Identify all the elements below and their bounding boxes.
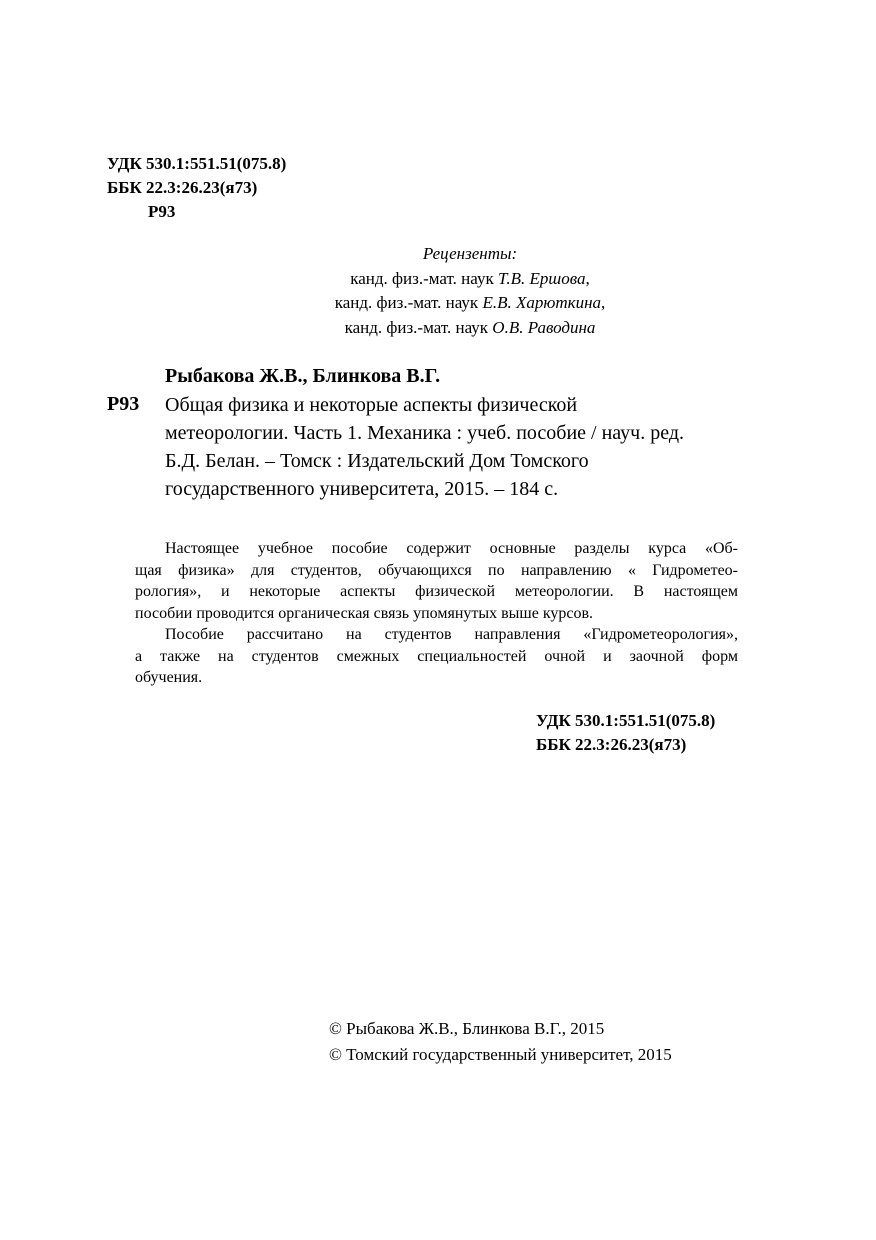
bbk-code: ББК 22.3:26.23(я73) xyxy=(107,178,258,197)
annotation-line: пособии проводится органическая связь упомянутых выше курсов. xyxy=(135,604,594,622)
reviewer-line xyxy=(260,316,680,341)
copyright-line: © Томский государственный университет, 2015 xyxy=(329,1045,672,1064)
reviewer-name: Е.В. Харюткина xyxy=(482,293,602,312)
udk-code: УДК 530.1:551.51(075.8) xyxy=(536,711,716,730)
bibliographic-line: Б.Д. Белан. – Томск : Издательский Дом Томского xyxy=(165,450,589,472)
annotation-line: щая физика» для студентов, обучающихся по направлению « Гидрометео- xyxy=(135,561,738,579)
annotation xyxy=(135,538,738,689)
reviewer-name: О.В. Раводина xyxy=(492,317,596,337)
top-classification-codes xyxy=(107,152,286,224)
bibliographic-code: Р93 xyxy=(107,393,140,415)
udk-code: УДК 530.1:551.51(075.8) xyxy=(107,154,287,173)
reviewer-separator: , xyxy=(585,268,590,288)
reviewer-separator: , xyxy=(601,293,606,312)
reviewer-line xyxy=(260,267,680,292)
bibliographic-line: метеорологии. Часть 1. Механика : учеб. пособие / науч. ред. xyxy=(165,422,685,444)
annotation-line: обучения. xyxy=(135,669,203,686)
reviewer-line xyxy=(260,291,680,316)
copyright-block xyxy=(329,1016,672,1068)
bibliographic-line: государственного университета, 2015. – 184 с. xyxy=(165,478,559,500)
reviewers-block xyxy=(260,242,680,340)
authors-heading: Рыбакова Ж.В., Блинкова В.Г. xyxy=(165,365,441,387)
reviewer-degree: канд. физ.-мат. наук xyxy=(350,268,498,288)
reviewer-name: Т.В. Ершова xyxy=(497,268,586,288)
bottom-classification-codes xyxy=(536,709,715,757)
copyright-line: © Рыбакова Ж.В., Блинкова В.Г., 2015 xyxy=(329,1019,605,1038)
reviewers-heading: Рецензенты: xyxy=(422,244,518,263)
annotation-line: а также на студентов смежных специальностей очной и заочной форм xyxy=(135,647,738,665)
author-sign: Р93 xyxy=(148,202,176,221)
annotation-line: рология», и некоторые аспекты физической метеорологии. В настоящем xyxy=(135,583,738,600)
bibliographic-line: Общая физика и некоторые аспекты физической xyxy=(165,394,578,416)
bibliographic-description xyxy=(165,391,684,503)
annotation-line: Пособие рассчитано на студентов направления «Гидрометеорология», xyxy=(165,626,738,643)
reviewer-degree: канд. физ.-мат. наук xyxy=(344,317,493,337)
annotation-line: Настоящее учебное пособие содержит основные разделы курса «Об- xyxy=(165,540,738,557)
reviewer-degree: канд. физ.-мат. наук xyxy=(334,293,483,312)
bbk-code: ББК 22.3:26.23(я73) xyxy=(536,735,687,754)
